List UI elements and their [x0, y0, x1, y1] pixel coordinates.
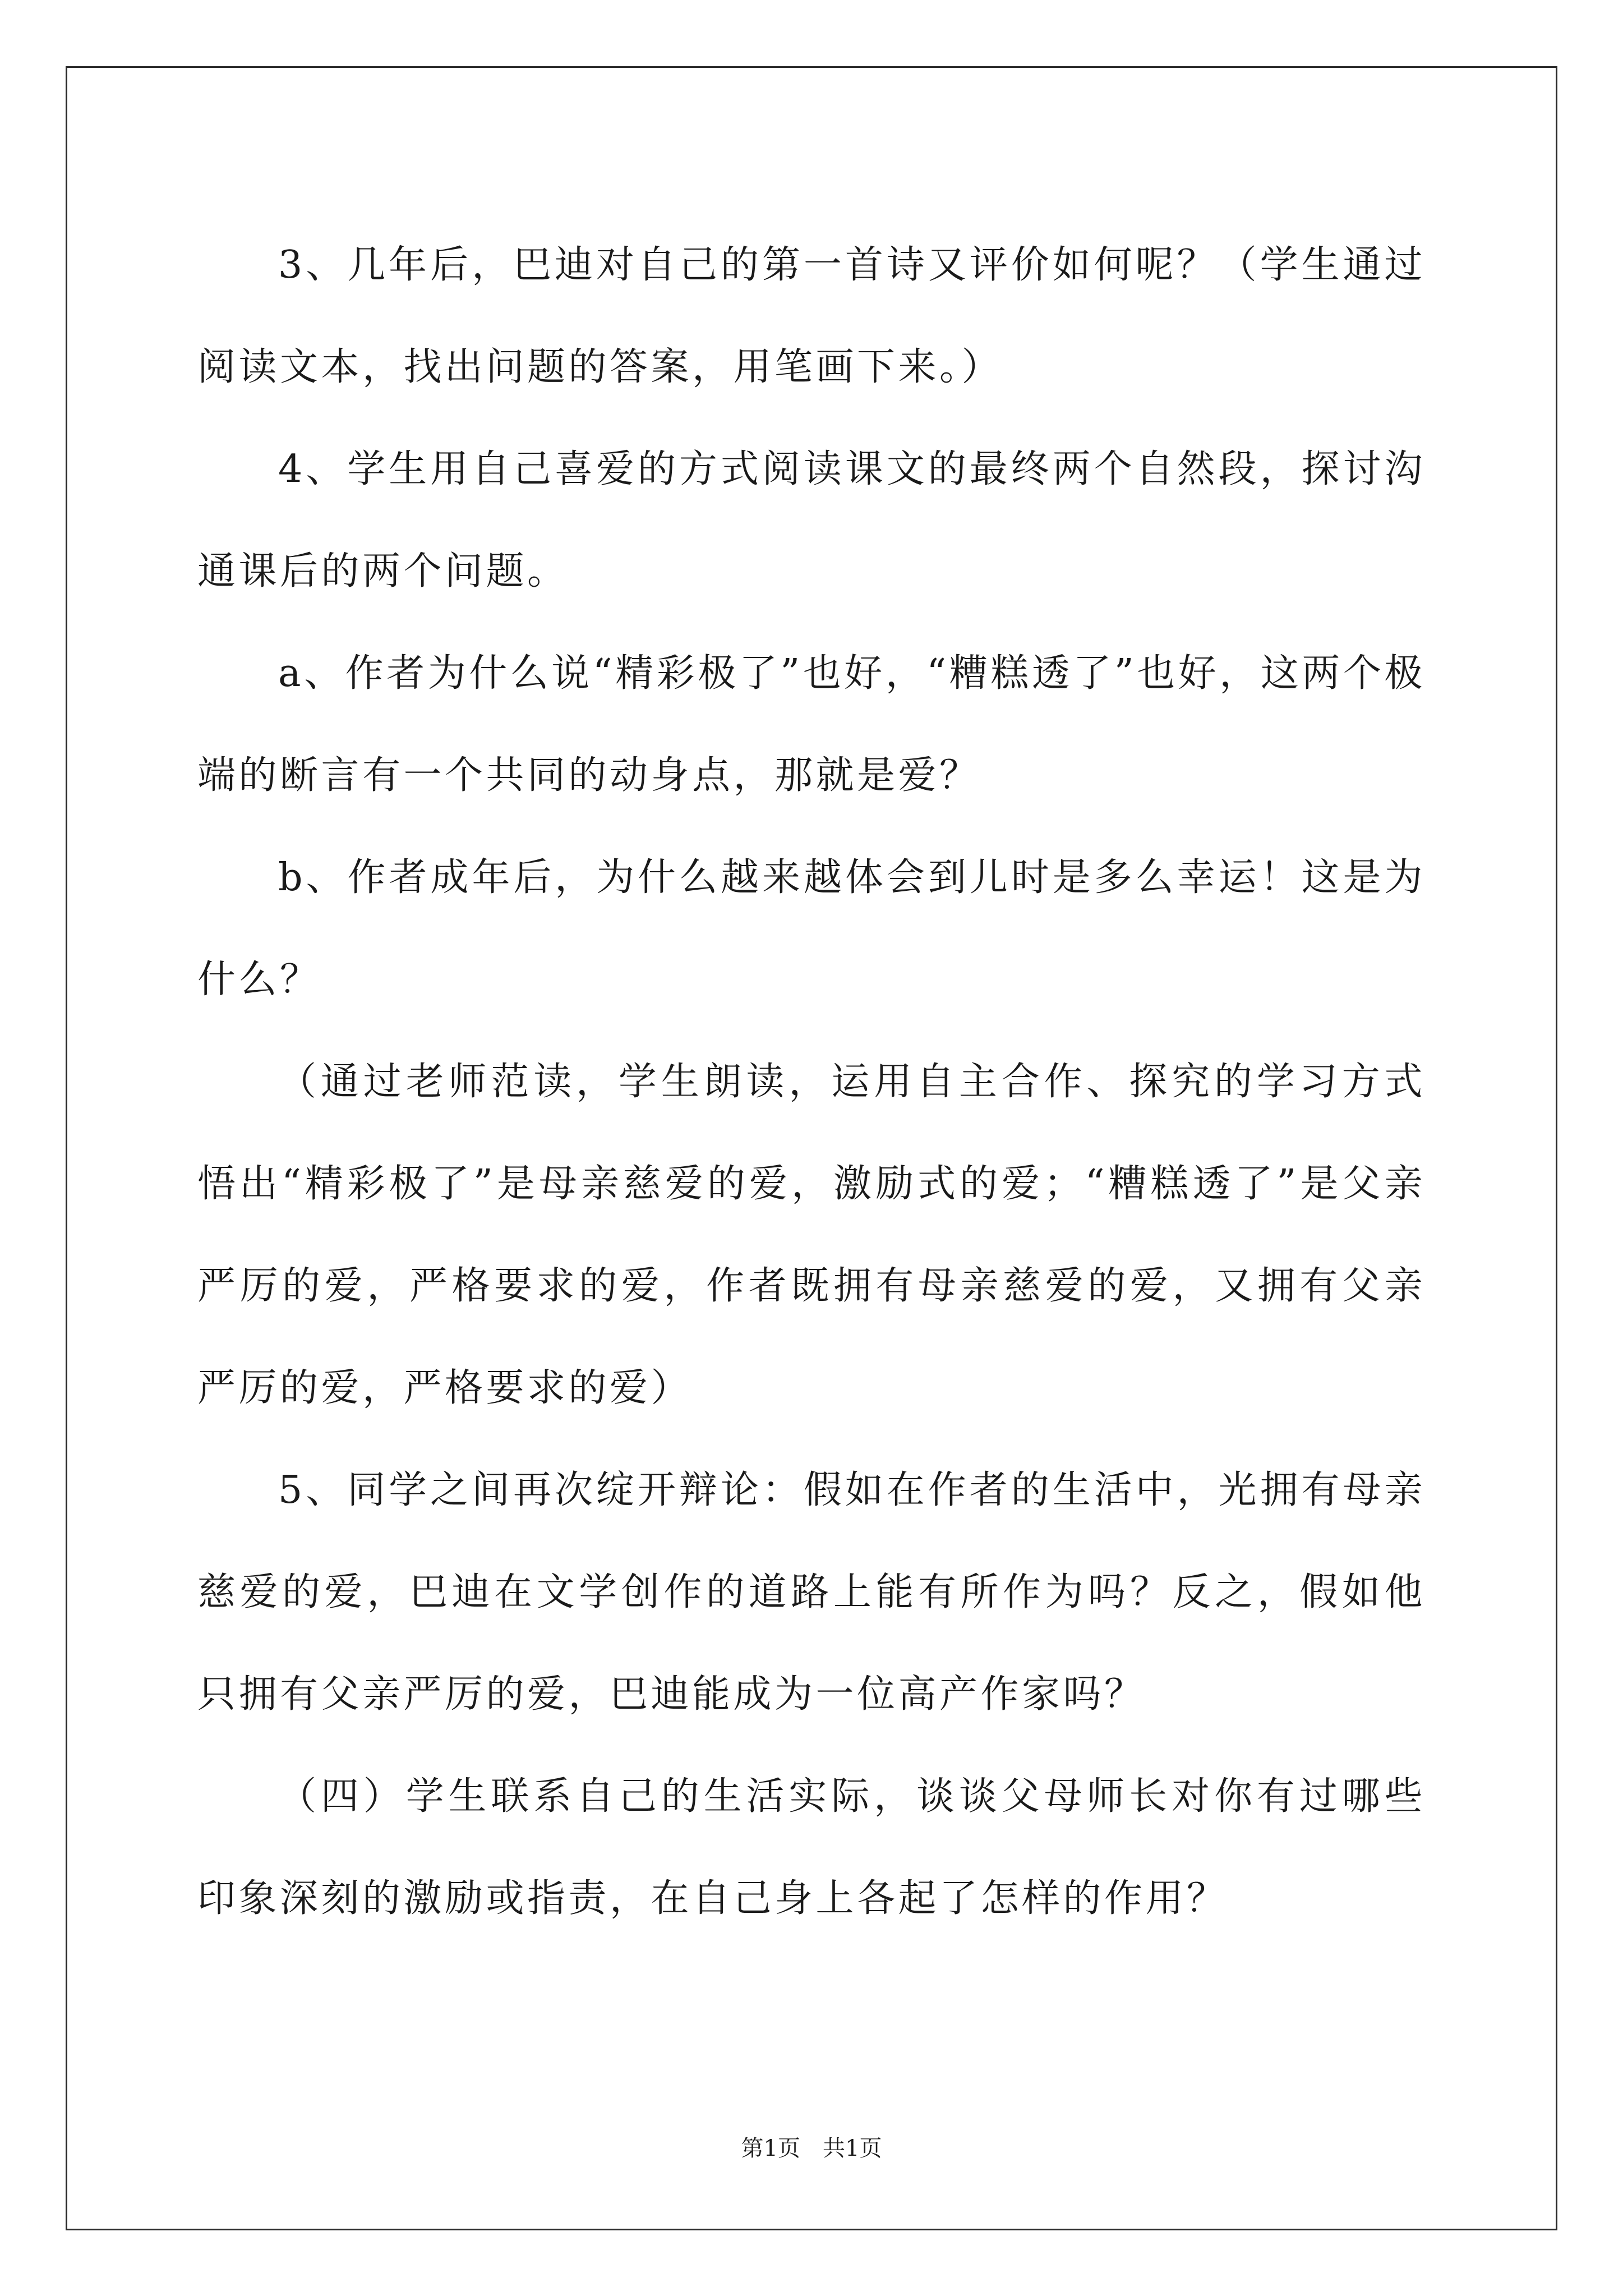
paragraph-explanation: （通过老师范读，学生朗读，运用自主合作、探究的学习方式悟出“精彩极了”是母亲慈爱的爱，激励式的爱；“糟糕透了”是父亲严厉的爱，严格要求的爱，作者既拥有母亲慈爱的爱，又拥有父亲严厉的爱，严格要求的爱）: [197, 1060, 1426, 1410]
paragraph-sub-question-a: a、作者为什么说“精彩极了”也好，“糟糕透了”也好，这两个极端的断言有一个共同的动身点，那就是爱？: [197, 651, 1426, 798]
page-number-footer: 第1页 共1页: [741, 2136, 882, 2161]
paragraph-question-5: 5、同学之间再次绽开辩论：假如在作者的生活中，光拥有母亲慈爱的爱，巴迪在文学创作的道路上能有所作为吗？反之，假如他只拥有父亲严厉的爱，巴迪能成为一位高产作家吗？: [197, 1468, 1426, 1717]
paragraph-sub-question-b: b、作者成年后，为什么越来越体会到儿时是多么幸运！这是为什么？: [197, 855, 1426, 1002]
document-body: [197, 214, 1426, 1950]
paragraph-question-3: 3、几年后，巴迪对自己的第一首诗又评价如何呢？（学生通过阅读文本，找出问题的答案，用笔画下来。）: [197, 243, 1426, 389]
paragraph-section-4: （四）学生联系自己的生活实际，谈谈父母师长对你有过哪些印象深刻的激励或指责，在自己身上各起了怎样的作用？: [197, 1774, 1426, 1921]
paragraph-question-4: 4、学生用自己喜爱的方式阅读课文的最终两个自然段，探讨沟通课后的两个问题。: [197, 447, 1426, 593]
